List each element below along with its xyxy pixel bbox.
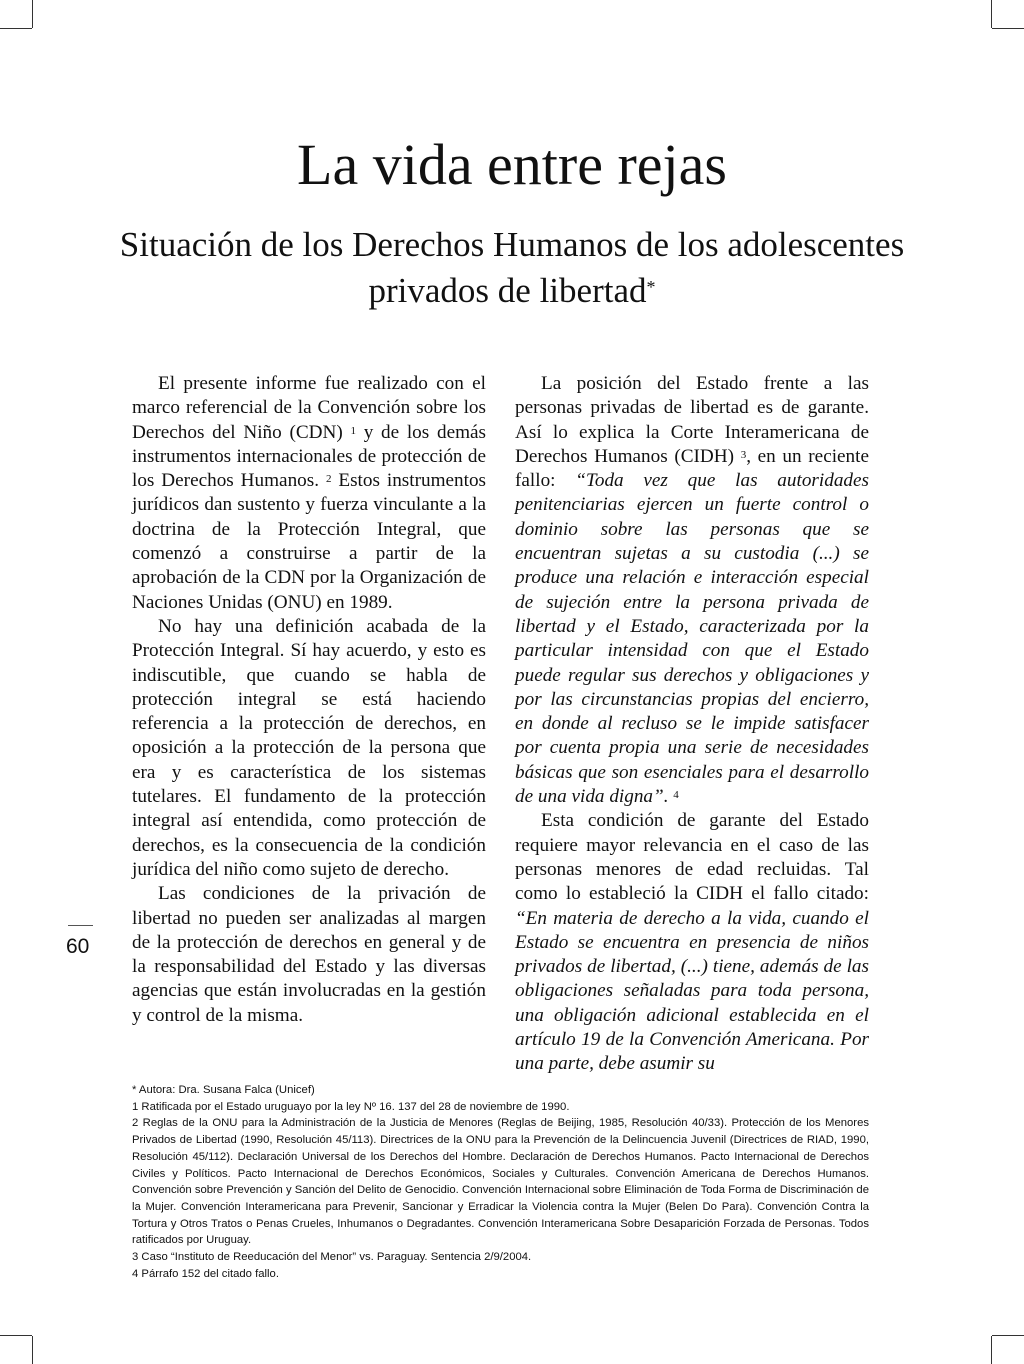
text-run: Estos instrumentos jurídicos dan sustento y fuerza vinculante a la doctrina de la Protección Integral, que comenzó a construirse a partir de la aprobación de la CDN por la Organización de Naciones Unidas (ONU) en 1989. <box>132 470 487 613</box>
footnotes <box>132 1082 869 1282</box>
left-paragraph-2: No hay una definición acabada de la Protección Integral. Sí hay acuerdo, y esto es indiscutible, que cuando se habla de protección integral se está haciendo referencia a la protección de derechos, en oposición a la protección de la persona que era y es característica de los sistemas tutelares. El fundamento de la protección integral así entendida, como protección de derechos, es la consecuencia de la condición jurídica del niño como sujeto de derecho. <box>132 615 486 880</box>
footnote-3: 3 Caso “Instituto de Reeducación del Menor” vs. Paraguay. Sentencia 2/9/2004. <box>132 1251 532 1264</box>
page-number: 60 <box>66 935 90 958</box>
subtitle-footnote-mark: * <box>646 277 656 297</box>
footnote-4: 4 Párrafo 152 del citado fallo. <box>132 1267 279 1280</box>
crop-mark-top-left <box>32 0 33 28</box>
crop-mark-bottom-left <box>32 1336 33 1364</box>
footnote-author: * Autora: Dra. Susana Falca (Unicef) <box>132 1084 315 1096</box>
left-paragraph-3: Las condiciones de la privación de libertad no pueden ser analizadas al margen de la protección de derechos en general y de la responsabilidad del Estado y las diversas agencias que están involucradas en la gestión y control de la misma. <box>132 883 486 1026</box>
text-run: Esta condición de garante del Estado requiere mayor relevancia en el caso de las personas menores de edad recluidas. Tal como lo estableció la CIDH el fallo citado: <box>515 810 869 905</box>
document-subtitle <box>110 222 914 314</box>
text-run: El presente informe fue realizado con el marco referencial de la Convención sobre los Derechos del Niño (CDN) <box>132 373 486 443</box>
crop-mark-top-right <box>991 0 992 28</box>
left-paragraph-1 <box>132 372 486 615</box>
crop-mark-bottom-right <box>992 1335 1024 1336</box>
crop-mark-bottom-right <box>991 1336 992 1364</box>
footnote-ref-1: 1 <box>350 424 356 437</box>
right-paragraph-2 <box>515 809 869 1076</box>
right-paragraph-1 <box>515 372 869 809</box>
right-column <box>515 372 869 1077</box>
text-run: La posición del Estado frente a las personas privadas de libertad es de garante. Así lo explica la Corte Interamericana de Derechos Humanos (CIDH) <box>515 373 869 467</box>
footnote-ref-2: 2 <box>325 473 332 486</box>
footnote-ref-4: 4 <box>673 789 679 802</box>
crop-mark-bottom-left <box>0 1335 32 1336</box>
footnote-1: 1 Ratificada por el Estado uruguayo por la ley Nº 16. 137 del 28 de noviembre de 1990. <box>132 1100 570 1113</box>
document-title: La vida entre rejas <box>297 132 727 197</box>
text-run: y de los demás instrumentos internacionales de protección de los Derechos Humanos. <box>132 421 486 492</box>
page-number-rule <box>68 925 93 926</box>
court-quote: “En materia de derecho a la vida, cuando el Estado se encuentra en presencia de niños privados de libertad, (...) tiene, además de las obligaciones señaladas para toda persona, una obligación adicional establecida en el artículo 19 de la Convención Americana. Por una parte, debe asumir su <box>515 907 869 1075</box>
court-quote: “Toda vez que las autoridades penitenciarias ejercen un fuerte control o dominio sobre las personas que se encuentran sujetas a su custodia (...) se produce una relación e interacción especial de sujeción entre la persona privada de libertad y el Estado, caracterizada por la particular intensidad con que el Estado puede regular sus derechos y obligaciones y por las circunstancias propias del encierro, en donde al recluso se le impide satisfacer por cuenta propia una serie de necesidades básicas que son esenciales para el desarrollo de una vida digna”. <box>515 470 869 808</box>
text-run: , en un reciente fallo: <box>515 445 869 492</box>
footnote-2: 2 Reglas de la ONU para la Administración de la Justicia de Menores (Reglas de Beijing, 1985, Resolución 40/33). Protección de los Menores Privados de Libertad (1990, Resolución 45/113). Directrices de la ONU para la Prevención de la Delincuencia Juvenil (Directrices de RIAD, 1990, Resolución 45/112). Declaración Universal de los Derechos del Hombre. Declaración de Derechos Humanos. Pacto Internacional de Derechos Civiles y Políticos. Pacto Internacional de Derechos Económicos, Sociales y Culturales. Convención Americana de Derechos Humanos. Convención sobre Prevención y Sanción del Delito de Genocidio. Convención Internacional sobre Eliminación de Toda Forma de Discriminación de la Mujer. Convención Interamericana para Prevenir, Sancionar y Erradicar la Violencia contra la Mujer (Belen Do Para). Convención Contra la Tortura y Otros Tratos o Penas Crueles, Inhumanos o Degradantes. Convención Interamericana Sobre Desaparición Forzada de Personas. Todos ratificados por Uruguay. <box>132 1117 869 1247</box>
left-column <box>132 372 486 1028</box>
crop-mark-top-right <box>992 28 1024 29</box>
subtitle-text: Situación de los Derechos Humanos de los adolescentes privados de libertad <box>119 225 905 310</box>
crop-mark-top-left <box>0 28 32 29</box>
footnote-ref-3: 3 <box>740 448 747 461</box>
